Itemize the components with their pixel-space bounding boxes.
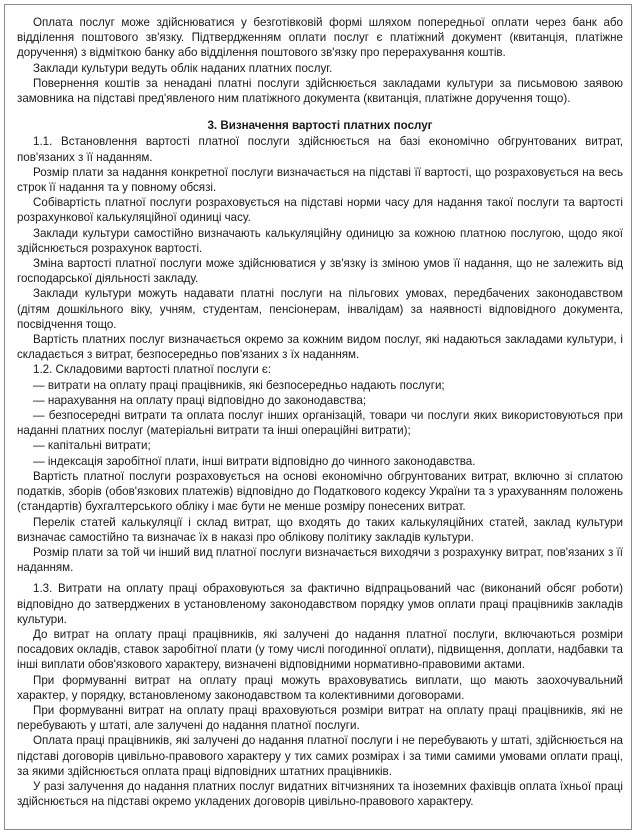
paragraph: Вартість платної послуги розраховується на основі економічно обгрунтованих витрат, включно зі сплатою податків, зборів (обов'язкових платежів) відповідно до Податкового кодексу України та з урахуванням положень (стандартів) бухгалтерського обліку і має бути не менше розміру понесених витрат. — [17, 469, 623, 514]
paragraph: Собівартість платної послуги розраховується на підставі норми часу для надання такої послуги та вартості розрахункової калькуляційної одиниці часу. — [17, 196, 623, 225]
paragraph: При формуванні витрат на оплату праці враховуються розміри витрат на оплату праці працівників, які не перебувають у штаті, але залучені до надання платної послуги. — [17, 703, 623, 733]
paragraph: 1.3. Витрати на оплату праці обраховуються за фактично відпрацьований час (виконаний обсяг роботи) відповідно до затверджених в установленому законодавством порядку умов оплати праці працівників закладів культури. — [17, 582, 623, 626]
list-item: — витрати на оплату праці працівників, які безпосередньо надають послуги; — [33, 378, 445, 392]
list-item: — капітальні витрати; — [33, 439, 151, 453]
document-body — [17, 15, 623, 809]
list-item: — безпосередні витрати та оплата послуг інших організацій, товари чи послуги яких використовуються при наданні платних послуг (матеріальні витрати та інші операційні витрати); — [17, 409, 623, 438]
paragraph: Заклади культури ведуть облік наданих платних послуг. — [33, 61, 333, 75]
list-item: — нарахування на оплату праці відповідно до законодавства; — [33, 393, 367, 407]
document-page — [4, 4, 632, 830]
paragraph: 1.2. Складовими вартості платної послуги є: — [33, 363, 272, 377]
paragraph: Повернення коштів за ненадані платні послуги здійснюється закладами культури за письмовою заявою замовника на підставі пред'явленого ним платіжного документа (квитанція, платіжне доручення тощо). — [17, 76, 623, 106]
paragraph: До витрат на оплату праці працівників, які залучені до надання платної послуги, включаються розміри посадових окладів, ставок заробітної плати (у тому числі погодинної оплати), підвищення, доплати, надбавки та інші виплати обов'язкового характеру, визначені відповідними нормативно-правовими актами. — [17, 627, 623, 672]
paragraph: Розмір плати за надання конкретної послуги визначається на підставі її вартості, що розраховується на весь строк її надання та у повному обсязі. — [17, 165, 623, 195]
paragraph: Заклади культури можуть надавати платні послуги на пільгових умовах, передбачених законодавством (дітям дошкільного віку, учням, студентам, пенсіонерам, інвалідам) за наявності відповідного документа, посвідчення тощо. — [17, 287, 623, 331]
paragraph: Оплата послуг може здійснюватися у безготівковій формі шляхом попередньої оплати через банк або відділення поштового зв'язку. Підтвердженням оплати послуг є платіжний документ (квитанція, платіжне доручення) з відміткою банку або відділення поштового зв'язку про перерахування коштів. — [17, 16, 623, 60]
section-title: 3. Визначення вартості платних послуг — [207, 119, 433, 133]
paragraph: Розмір плати за той чи інший вид платної послуги визначається виходячи з розрахунку витрат, пов'язаних з її наданням. — [17, 545, 623, 575]
paragraph: Перелік статей калькуляції і склад витрат, що входять до таких калькуляційних статей, заклад культури визначає самостійно та визначає їх в наказі про облікову політику закладів культури. — [17, 515, 623, 544]
paragraph: Зміна вартості платної послуги може здійснюватися у зв'язку із зміною умов її надання, що не залежить від господарської діяльності закладу. — [17, 257, 623, 286]
paragraph: У разі залучення до надання платних послуг видатних вітчизняних та іноземних фахівців оплата їхньої праці здійснюється на підставі окремо укладених договорів цивільно-правового характеру. — [17, 779, 623, 809]
paragraph: Вартість платних послуг визначається окремо за кожним видом послуг, які надаються закладами культури, і складається з витрат, безпосередньо пов'язаних з їх наданням. — [17, 333, 623, 362]
paragraph: При формуванні витрат на оплату праці можуть враховуватись виплати, що мають заохочувальний характер, у порядку, встановленому законодавством та колективними договорами. — [17, 673, 623, 702]
paragraph: Оплата праці працівників, які залучені до надання платної послуги і не перебувають у штаті, здійснюється на підставі договорів цивільно-правового характеру у тих самих розмірах і за тими самими умовами оплати праці, за якими здійснюється оплата праці відповідних штатних працівників. — [17, 734, 623, 778]
list-item: — індексація заробітної плати, інші витрати відповідно до чинного законодавства. — [33, 454, 476, 468]
paragraph: Заклади культури самостійно визначають калькуляційну одиницю за кожною платною послугою, щодо якої здійснюється розрахунок вартості. — [17, 226, 623, 255]
paragraph: 1.1. Встановлення вартості платної послуги здійснюється на базі економічно обгрунтованих витрат, пов'язаних з її наданням. — [17, 135, 623, 164]
